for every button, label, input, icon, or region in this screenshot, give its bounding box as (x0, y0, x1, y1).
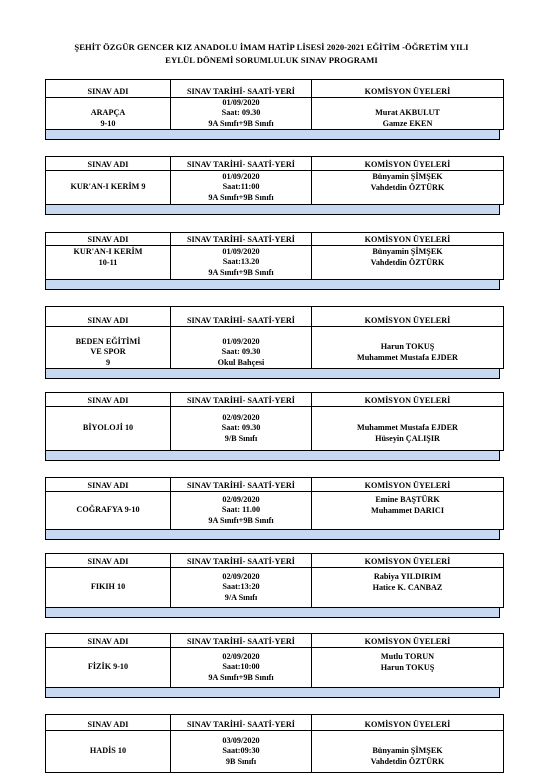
table-header-row (46, 715, 504, 731)
committee-members (312, 568, 504, 608)
exam-schedule-info (171, 327, 312, 369)
column-header: SINAV ADI (46, 715, 171, 731)
exam-schedule-info-line: Saat:11:00 (222, 182, 260, 192)
column-header: SINAV TARİHİ- SAATİ-YERİ (171, 393, 312, 407)
exam-name-line: FİZİK 9-10 (87, 662, 129, 672)
exam-name (46, 648, 171, 688)
exam-table (45, 714, 504, 773)
committee-members-line: Murat AKBULUT (375, 108, 440, 118)
exam-table (45, 306, 504, 369)
column-header: SINAV ADI (46, 157, 171, 171)
exam-block (45, 232, 500, 306)
row-separator (45, 608, 500, 618)
column-header: SINAV ADI (46, 478, 171, 492)
exam-name (46, 246, 171, 280)
exam-table (45, 156, 504, 205)
column-header: KOMİSYON ÜYELERİ (312, 478, 504, 492)
exam-name-line: 9 (105, 357, 111, 367)
row-separator (45, 530, 500, 540)
committee-members (312, 98, 504, 130)
committee-members-line: Bünyamin ŞİMŞEK (372, 746, 443, 756)
committee-members (312, 492, 504, 530)
exam-name-line: 9-10 (100, 118, 116, 128)
exam-table (45, 79, 504, 130)
committee-members-line: Vahdetdin ÖZTÜRK (370, 182, 445, 192)
committee-members-line: Mutlu TORUN (380, 652, 435, 662)
exam-name (46, 568, 171, 608)
exam-schedule-info-line: 9A Sınıfı+9B Sınıfı (208, 118, 274, 128)
exam-name-line: COĞRAFYA 9-10 (76, 505, 140, 515)
exam-schedule-info-line: 01/09/2020 (222, 172, 260, 182)
row-separator (45, 688, 500, 698)
column-header: KOMİSYON ÜYELERİ (312, 157, 504, 171)
exam-schedule-info-line: 03/09/2020 (222, 736, 260, 746)
exam-name (46, 407, 171, 451)
exam-name-line: FIKIH 10 (90, 582, 126, 592)
table-header-row (46, 478, 504, 492)
exam-schedule-info (171, 171, 312, 205)
committee-members-line: Gamze EKEN (382, 118, 433, 128)
exam-table (45, 553, 504, 608)
exam-schedule-info-line: 9A Sınıfı+9B Sınıfı (208, 672, 274, 682)
column-header: SINAV ADI (46, 634, 171, 648)
column-header: SINAV ADI (46, 554, 171, 568)
exam-name-line: BİYOLOJİ 10 (82, 423, 134, 433)
exam-block (45, 633, 500, 714)
committee-members (312, 648, 504, 688)
exam-name (46, 98, 171, 130)
exam-schedule-info (171, 98, 312, 130)
column-header: SINAV ADI (46, 233, 171, 246)
committee-members (312, 407, 504, 451)
committee-members-line: Vahdetdin ÖZTÜRK (370, 257, 445, 267)
exam-name (46, 492, 171, 530)
column-header: KOMİSYON ÜYELERİ (312, 307, 504, 327)
table-header-row (46, 233, 504, 246)
row-separator (45, 451, 500, 461)
exam-name (46, 171, 171, 205)
column-header: SINAV TARİHİ- SAATİ-YERİ (171, 157, 312, 171)
document-title: ŞEHİT ÖZGÜR GENCER KIZ ANADOLU İMAM HATİP LİSESİ 2020-2021 EĞİTİM -ÖĞRETİM YILI (74, 42, 469, 52)
exam-schedule-info-line: 01/09/2020 (222, 98, 260, 108)
exam-schedule-info-line: 9A Sınıfı+9B Sınıfı (208, 267, 274, 277)
exam-schedule (45, 79, 500, 773)
exam-block (45, 156, 500, 232)
exam-schedule-info-line: Saat: 09.30 (221, 347, 261, 357)
row-separator (45, 205, 500, 215)
table-row (46, 171, 504, 205)
committee-members (312, 171, 504, 205)
exam-name-line: HADİS 10 (89, 746, 127, 756)
exam-block (45, 477, 500, 553)
column-header: SINAV TARİHİ- SAATİ-YERİ (171, 307, 312, 327)
document-subtitle: EYLÜL DÖNEMİ SORUMLULUK SINAV PROGRAMI (165, 55, 378, 65)
exam-schedule-info (171, 731, 312, 773)
column-header: SINAV TARİHİ- SAATİ-YERİ (171, 233, 312, 246)
column-header: KOMİSYON ÜYELERİ (312, 80, 504, 98)
exam-name-line: VE SPOR (90, 347, 126, 357)
exam-name (46, 327, 171, 369)
committee-members-line: Harun TOKUŞ (380, 342, 435, 352)
exam-name (46, 731, 171, 773)
table-header-row (46, 634, 504, 648)
exam-schedule-info-line: 9A Sınıfı+9B Sınıfı (208, 515, 274, 525)
table-row (46, 327, 504, 369)
exam-table (45, 633, 504, 688)
column-header: KOMİSYON ÜYELERİ (312, 715, 504, 731)
row-separator (45, 130, 500, 140)
exam-schedule-info (171, 648, 312, 688)
committee-members-line: Hüseyin ÇALIŞIR (375, 433, 440, 443)
table-header-row (46, 80, 504, 98)
exam-schedule-info (171, 407, 312, 451)
committee-members (312, 327, 504, 369)
exam-schedule-info-line: Okul Bahçesi (217, 357, 265, 367)
exam-schedule-info-line: 02/09/2020 (222, 413, 260, 423)
table-header-row (46, 157, 504, 171)
exam-schedule-info-line: Saat:13:20 (222, 582, 260, 592)
table-row (46, 246, 504, 280)
exam-schedule-info (171, 568, 312, 608)
committee-members (312, 246, 504, 280)
exam-schedule-info-line: Saat: 09.30 (221, 423, 261, 433)
committee-members-line: Harun TOKUŞ (380, 662, 435, 672)
committee-members (312, 731, 504, 773)
exam-block (45, 714, 500, 773)
exam-name-line: ARAPÇA (90, 108, 126, 118)
exam-table (45, 477, 504, 530)
column-header: SINAV TARİHİ- SAATİ-YERİ (171, 715, 312, 731)
committee-members-line: Hatice K. CANBAZ (372, 582, 443, 592)
table-row (46, 648, 504, 688)
exam-name-line: BEDEN EĞİTİMİ (75, 337, 141, 347)
committee-members-line: Rabiya YILDIRIM (373, 572, 442, 582)
exam-schedule-info-line: 9B Sınıfı (225, 756, 257, 766)
exam-schedule-info-line: 01/09/2020 (222, 337, 260, 347)
table-header-row (46, 393, 504, 407)
committee-members-line: Bünyamin ŞİMŞEK (372, 172, 443, 182)
committee-members-line: Muhammet Mustafa EJDER (357, 352, 458, 362)
table-row (46, 407, 504, 451)
column-header: KOMİSYON ÜYELERİ (312, 634, 504, 648)
column-header: KOMİSYON ÜYELERİ (312, 393, 504, 407)
exam-name-line: 10-11 (98, 257, 118, 267)
column-header: SINAV ADI (46, 393, 171, 407)
exam-block (45, 392, 500, 477)
exam-block (45, 306, 500, 392)
exam-schedule-info (171, 246, 312, 280)
table-row (46, 568, 504, 608)
column-header: KOMİSYON ÜYELERİ (312, 554, 504, 568)
row-separator (45, 280, 500, 290)
committee-members-line: Emine BAŞTÜRK (375, 495, 440, 505)
column-header: KOMİSYON ÜYELERİ (312, 233, 504, 246)
table-row (46, 492, 504, 530)
exam-table (45, 392, 504, 451)
column-header: SINAV TARİHİ- SAATİ-YERİ (171, 80, 312, 98)
column-header: SINAV TARİHİ- SAATİ-YERİ (171, 634, 312, 648)
table-row (46, 731, 504, 773)
column-header: SINAV TARİHİ- SAATİ-YERİ (171, 478, 312, 492)
table-header-row (46, 554, 504, 568)
exam-schedule-info-line: 01/09/2020 (222, 247, 260, 257)
committee-members-line: Vahdetdin ÖZTÜRK (370, 756, 445, 766)
column-header: SINAV TARİHİ- SAATİ-YERİ (171, 554, 312, 568)
committee-members-line: Muhammet Mustafa EJDER (357, 423, 458, 433)
exam-schedule-info-line: 02/09/2020 (222, 495, 260, 505)
exam-schedule-info-line: 02/09/2020 (222, 572, 260, 582)
column-header: SINAV ADI (46, 307, 171, 327)
exam-schedule-info-line: 9/B Sınıfı (224, 433, 258, 443)
exam-block (45, 79, 500, 156)
exam-schedule-info-line: 02/09/2020 (222, 652, 260, 662)
table-row (46, 98, 504, 130)
exam-name-line: KUR'AN-I KERİM 9 (70, 182, 146, 192)
row-separator (45, 369, 500, 379)
exam-schedule-info-line: Saat: 11.00 (221, 505, 261, 515)
exam-schedule-info-line: 9/A Sınıfı (224, 592, 258, 602)
exam-schedule-info (171, 492, 312, 530)
exam-name-line: KUR'AN-I KERİM (73, 247, 143, 257)
exam-schedule-info-line: Saat: 09.30 (221, 108, 261, 118)
exam-table (45, 232, 504, 280)
exam-schedule-info-line: Saat:13.20 (222, 257, 260, 267)
exam-schedule-info-line: 9A Sınıfı+9B Sınıfı (208, 192, 274, 202)
committee-members-line: Bünyamin ŞİMŞEK (372, 247, 443, 257)
exam-block (45, 553, 500, 633)
column-header: SINAV ADI (46, 80, 171, 98)
table-header-row (46, 307, 504, 327)
exam-schedule-info-line: Saat:10:00 (222, 662, 260, 672)
exam-schedule-info-line: Saat:09:30 (222, 746, 260, 756)
committee-members-line: Muhammet DARICI (371, 505, 444, 515)
